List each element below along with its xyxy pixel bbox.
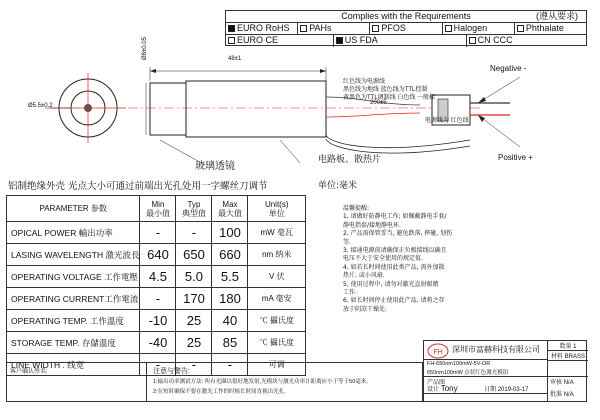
negative-label: Negative - <box>490 64 527 73</box>
param-unit: 可调 <box>248 354 306 376</box>
param-name: OPERATING TEMP. 工作溫度 <box>7 310 140 332</box>
notes-line: 等. <box>343 238 351 246</box>
table-row <box>7 332 306 354</box>
diameter-dimension: Ø5.5±0.2 <box>28 103 53 109</box>
notes-line: 6, 如长时间停止使用此产品, 请将之存 <box>343 297 445 305</box>
header-typ: Typ 典型值 <box>176 196 212 222</box>
param-min: - <box>140 222 176 244</box>
notes-line: 工作. <box>343 289 357 297</box>
table-row <box>7 266 306 288</box>
wire-note-4: 200±5 <box>370 100 387 106</box>
table-row <box>7 244 306 266</box>
param-max: 660 <box>212 244 248 266</box>
checkbox-icon <box>300 25 307 32</box>
positive-label: Positive + <box>498 153 533 162</box>
drawn-cell: 设计 Tony <box>427 384 458 393</box>
compliance-pahs: PAHs <box>298 23 370 34</box>
param-max: 40 <box>212 310 248 332</box>
notes-line: 2, 产品需保管妥当, 避免跌落, 摔碰, 划伤 <box>343 230 453 238</box>
param-min: 640 <box>140 244 176 266</box>
param-min: -10 <box>140 310 176 332</box>
notes-lines <box>343 213 453 314</box>
wire-note-2: 黑色线为地线 蓝色线为TTL控制 <box>343 87 428 93</box>
unit-title: 单位:毫米 <box>318 181 358 191</box>
header-min: Min 最小值 <box>140 196 176 222</box>
glass-lens-label: 玻璃透镜 <box>195 161 235 172</box>
notes-line: 5, 使用过程中, 请勿对激光直射眼睛 <box>343 280 439 288</box>
compliance-phthalate: Phthalate <box>515 23 586 34</box>
svg-text:FH: FH <box>433 349 443 356</box>
param-typ: 650 <box>176 244 212 266</box>
compliance-pfos: PFOS <box>370 23 442 34</box>
header-parameter: PARAMETER 参数 <box>7 196 140 222</box>
warning-block <box>6 362 423 402</box>
company-logo <box>427 343 449 359</box>
customer-signature-box <box>7 363 147 401</box>
param-unit: ℃ 攝氏度 <box>248 332 306 354</box>
housing-note: 铝制绝缘外壳 光点大小可通过前端出光孔处用一字螺丝刀调节 <box>8 181 268 192</box>
compliance-cn-ccc: CN CCC <box>467 35 586 47</box>
model-number: FH-650nm100mW-5V-OR <box>427 361 491 367</box>
warning-line-1: 1:输出功率测试方法: 所有光圈以很好地发射,光模块与激光功率计距离应小于等于50毫米; <box>153 379 368 385</box>
compliance-table <box>225 10 587 46</box>
front-view <box>45 73 126 143</box>
notes-line: 3, 接通电源前请确保正负极接线以确且 <box>343 247 447 255</box>
compliance-title-cn: (遵从要求) <box>536 11 578 21</box>
param-name: OPERATING CURRENT工作電流 <box>7 288 140 310</box>
connector <box>432 77 520 147</box>
param-max: 85 <box>212 332 248 354</box>
compliance-row-1 <box>226 23 586 35</box>
header-max: Max 最大值 <box>212 196 248 222</box>
notes-line: 静电指套/接地静电环. <box>343 221 401 229</box>
param-typ: 25 <box>176 310 212 332</box>
notes-line: 热片, 或小风扇. <box>343 272 385 280</box>
param-name: OPICAL POWER 輸出功率 <box>7 222 140 244</box>
param-typ: 5.0 <box>176 266 212 288</box>
compliance-title-text: Complies with the Requirements <box>341 11 471 21</box>
warning-line-2: 2:在短时确保不要在激光工作的时候长时间直视出光孔. <box>153 389 286 395</box>
param-min: - <box>140 288 176 310</box>
checkbox-icon <box>517 25 524 32</box>
table-row <box>7 310 306 332</box>
compliance-halogen: Halogen <box>443 23 515 34</box>
compliance-us-fda: US FDA <box>334 35 467 47</box>
param-max: 180 <box>212 288 248 310</box>
param-unit: ℃ 攝氏度 <box>248 310 306 332</box>
parameter-table <box>6 195 306 376</box>
title-block <box>423 340 587 402</box>
checkbox-icon <box>228 37 235 44</box>
notes-block <box>343 205 453 314</box>
wire-note-1: 红色线为电源线 <box>343 79 386 85</box>
company-name: 深圳市富赫科技有限公司 <box>452 345 540 354</box>
parameter-table-header <box>7 196 306 222</box>
product-description: 650nm100mW 点状红色激光模组 <box>427 370 509 376</box>
wire-note-3: 黄黑色为TTL调制线 白色线 一般标 <box>343 95 436 101</box>
check-cell: 审核 N/A <box>550 380 574 386</box>
param-max: 100 <box>212 222 248 244</box>
date-cell: 日期 2019-03-17 <box>484 387 529 393</box>
param-typ: - <box>176 354 212 376</box>
notes-line: 4, 如若长时间使用此类产品, 需外加散 <box>343 263 445 271</box>
compliance-title <box>226 11 586 23</box>
param-name: OPERATING VOLTAGE 工作電壓 <box>7 266 140 288</box>
product-label: 产品图 <box>427 380 446 386</box>
param-unit: nm 纳米 <box>248 244 306 266</box>
length-dimension: 48±1 <box>228 56 242 62</box>
param-min: 4.5 <box>140 266 176 288</box>
notes-line: 1, 请做好防静电工作; 如佩戴静电手套/ <box>343 213 447 221</box>
param-unit: mW 毫瓦 <box>248 222 306 244</box>
checkbox-icon <box>228 25 235 32</box>
checkbox-icon <box>372 25 379 32</box>
param-name: LASING WAVELENGTH 激光波長 <box>7 244 140 266</box>
notes-line: 电压不大于安全使用的规定值. <box>343 255 423 263</box>
qty-label-cell: 数量 1 <box>548 341 588 351</box>
param-min: - <box>140 354 176 376</box>
checkbox-icon <box>336 37 343 44</box>
header-unit: Unit(s) 单位 <box>248 196 306 222</box>
compliance-eu-ce: EURO CE <box>226 35 334 47</box>
param-typ: 170 <box>176 288 212 310</box>
pcb-label: 电路板、散热片 <box>318 155 382 165</box>
param-max: 5.5 <box>212 266 248 288</box>
param-name: LINE WIDTH . 线宽 <box>7 354 140 376</box>
material-cell: 材料 BRASS <box>548 351 588 361</box>
compliance-eu-rohs: EURO RoHS <box>226 23 298 34</box>
customer-signature-label: 客户确认签名: <box>10 369 48 375</box>
approve-cell: 批准 N/A <box>550 392 574 398</box>
param-name: STORAGE TEMP. 存儲溫度 <box>7 332 140 354</box>
table-row <box>7 222 306 244</box>
param-typ: 25 <box>176 332 212 354</box>
param-max: - <box>212 354 248 376</box>
checkbox-icon <box>469 37 476 44</box>
wire-note-5: 电源线为 红色线 <box>425 118 469 124</box>
notes-title: 温馨提醒: <box>343 205 370 212</box>
checkbox-icon <box>445 25 452 32</box>
table-row <box>7 288 306 310</box>
param-typ: - <box>176 222 212 244</box>
param-unit: mA 毫安 <box>248 288 306 310</box>
body-diameter-dimension: Ø8±0.05 <box>142 37 148 60</box>
warning-title: 注意与警告: <box>153 368 190 375</box>
param-unit: V 伏 <box>248 266 306 288</box>
param-min: -40 <box>140 332 176 354</box>
notes-line: 放于阴凉干燥处. <box>343 305 387 313</box>
